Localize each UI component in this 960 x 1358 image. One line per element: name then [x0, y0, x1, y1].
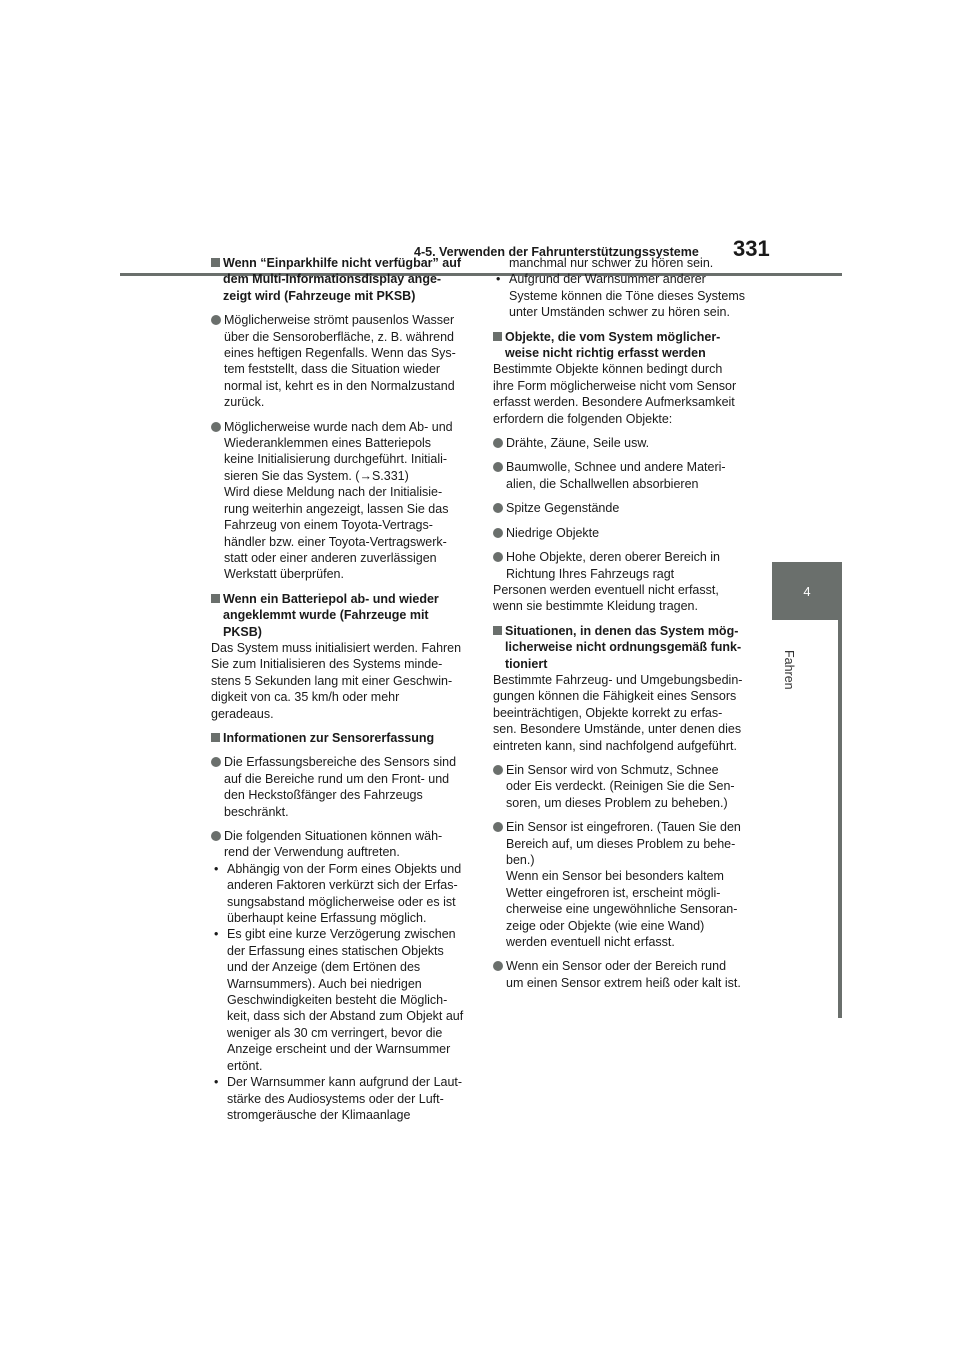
item-text: Drähte, Zäune, Seile usw. [506, 436, 650, 451]
chapter-number: 4 [803, 583, 811, 599]
item-text: Ein Sensor ist eingefroren. (Tauen Sie den Bereich auf, um dieses Problem zu behe- ben.) Wenn ein Sensor bei besonders kaltem Wetter eingefroren ist, erscheint mögli- cherweise eine ungewöhnliche Sensoran- zeige oder Objekte (wie eine Wand) werden eventuell nicht erfasst. [506, 820, 741, 950]
page-number: 331 [733, 236, 770, 261]
item-text: Ein Sensor wird von Schmutz, Schnee oder Eis verdeckt. (Reinigen Sie die Sen- soren, um dieses Problem zu beheben.) [506, 762, 735, 810]
chapter-name: Fahren [782, 650, 796, 690]
heading-text: Wenn “Einparkhilfe nicht verfügbar” auf dem Multi-Informationsdisplay ange- zeigt wird (Fahrzeuge mit PKSB) [223, 256, 461, 303]
item-text: Möglicherweise wurde nach dem Ab- und Wiederanklemmen eines Batteriepols keine Initialisierung durchgeführt. Initiali- sieren Sie das System. (→S.331) Wird diese Meldung nach der Initialisie- rung weiterhin angezeigt, lassen Sie das Fahrzeug von einem Toyota-Vertrags- händler bzw. einer Toyota-Vertragswerk- statt oder einer anderen zuverlässigen Werkstatt überprüfen. [224, 419, 453, 582]
section-heading [211, 255, 467, 304]
circle-bullet-item [211, 754, 467, 820]
circle-bullet-item [211, 828, 467, 861]
item-text: • Aufgrund der Warnsummer anderer Systeme können die Töne dieses Systems unter Umständen schwer zu hören sein. [509, 272, 746, 320]
heading-text: Wenn ein Batteriepol ab- und wieder angeklemmt wurde (Fahrzeuge mit PKSB) [223, 591, 439, 639]
circle-bullet-item [493, 525, 749, 541]
chapter-tab[interactable] [772, 562, 842, 620]
left-column [211, 255, 467, 1123]
heading-text: Situationen, in denen das System mög- licherweise nicht ordnungsgemäß funk- tioniert [505, 623, 742, 671]
paragraph: Bestimmte Fahrzeug- und Umgebungsbedin- gungen können die Fähigkeit eines Sensors beeinträchtigen, Objekte korrekt zu erfas- sen. Besondere Umstände, unter denen dies eintreten kann, sind nachfolgend aufgeführt. [493, 672, 743, 753]
item-text: Wenn ein Sensor oder der Bereich rund um einen Sensor extrem heiß oder kalt ist. [506, 959, 741, 990]
section-heading [211, 591, 467, 640]
circle-bullet-item [493, 435, 749, 451]
paragraph: Das System muss initialisiert werden. Fahren Sie zum Initialisieren des Systems minde- stens 5 Sekunden lang mit einer Geschwin- digkeit von ca. 35 km/h oder mehr geradeaus. [211, 640, 462, 721]
heading-text: Objekte, die vom System möglicher- weise nicht richtig erfasst werden [505, 329, 721, 361]
circle-bullet-item [493, 958, 749, 991]
section-heading [211, 730, 467, 746]
item-text: Möglicherweise strömt pausenlos Wasser über die Sensoroberfläche, z. B. während eines heftigen Regenfalls. Wenn das Sys- tem feststellt, dass die Situation wieder normal ist, kehrt es in den Normalzustand zurück. [224, 313, 456, 410]
item-text: Baumwolle, Schnee und andere Materi- alien, die Schallwellen absorbieren [506, 460, 726, 491]
item-text: • Abhängig von der Form eines Objekts und anderen Faktoren verkürzt sich der Erfas- sungsabstand möglicherweise oder es ist überhaupt keine Erfassung möglich. [227, 861, 462, 926]
item-text: • Der Warnsummer kann aufgrund der Laut- stärke des Audiosystems oder der Luft- stromgeräusche der Klimaanlage [227, 1075, 463, 1122]
section-heading [493, 329, 749, 362]
item-text: Hohe Objekte, deren oberer Bereich in Richtung Ihres Fahrzeugs ragt [506, 550, 721, 581]
paragraph: Bestimmte Objekte können bedingt durch ihre Form möglicherweise nicht vom Sensor erfasst werden. Besondere Aufmerksamkeit erfordern die folgenden Objekte: [493, 362, 737, 426]
dot-bullet-item [211, 1074, 467, 1123]
circle-bullet-item [493, 500, 749, 516]
item-text: • Es gibt eine kurze Verzögerung zwischen der Erfassung eines statischen Objekts und der Anzeige (dem Ertönen des Warnsummers). Auch bei niedrigen Geschwindigkeiten besteht die Möglich- keit, dass sich der Abstand zum Objekt auf weniger als 30 cm verringert, bevor die Anzeige erscheint und der Warnsummer ertönt. [227, 927, 464, 1073]
bullet-continuation: manchmal nur schwer zu hören sein. [509, 256, 714, 270]
item-text: Niedrige Objekte [506, 525, 600, 540]
circle-bullet-item [493, 459, 749, 492]
dot-bullet-item [211, 926, 467, 1074]
dot-bullet-item [211, 861, 467, 927]
item-text: Die folgenden Situationen können wäh- rend der Verwendung auftreten. [224, 829, 443, 860]
right-column [493, 255, 749, 991]
circle-bullet-item [493, 762, 749, 811]
section-title: 4-5. Verwenden der Fahrunterstützungssysteme [414, 245, 699, 259]
chapter-rule [838, 620, 842, 1018]
dot-bullet-item [493, 271, 749, 320]
heading-text: Informationen zur Sensorerfassung [223, 730, 435, 745]
circle-bullet-item [493, 819, 749, 950]
section-heading [493, 623, 749, 672]
item-text: Spitze Gegenstände [506, 501, 620, 516]
paragraph: Personen werden eventuell nicht erfasst, wenn sie bestimmte Kleidung tragen. [493, 582, 719, 614]
circle-bullet-item [211, 419, 467, 583]
item-text: Die Erfassungsbereiche des Sensors sind auf die Bereiche rund um den Front- und den Heckstoßfänger des Fahrzeugs beschränkt. [224, 755, 457, 819]
circle-bullet-item [211, 312, 467, 410]
circle-bullet-item [493, 549, 749, 582]
